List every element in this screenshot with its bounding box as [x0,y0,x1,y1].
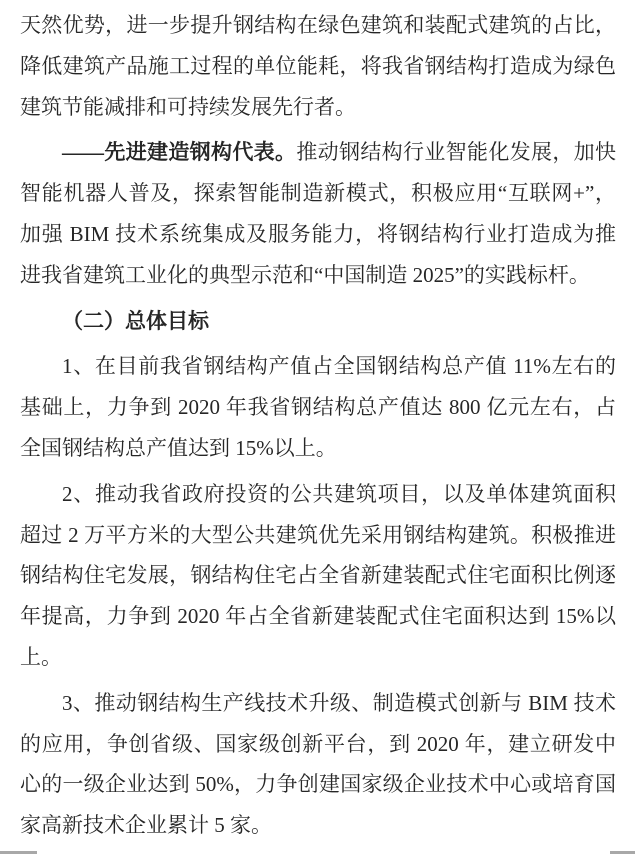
paragraph-goal-1: 1、在目前我省钢结构产值占全国钢结构总产值 11%左右的基础上，力争到 2020 年我省钢结构总产值达 800 亿元左右，占全国钢结构总产值达到 15%以上。 [20,354,616,460]
paragraph-body-text: 推动钢结构行业智能化发展，加快智能机器人普及，探索智能制造新模式，积极应用“互联网+”，加强 BIM 技术系统集成及服务能力，将钢结构行业打造成为推进我省建筑工业化的典型示范和“中国制造 2025”的实践标杆。 [20,140,617,287]
paragraph-continuation: 天然优势，进一步提升钢结构在绿色建筑和装配式建筑的占比，降低建筑产品施工过程的单位能耗，将我省钢结构打造成为绿色建筑节能减排和可持续发展先行者。 [20,13,616,119]
section-heading-overall-goals: （二）总体目标 [62,308,209,333]
paragraph-goal-3: 3、推动钢结构生产线技术升级、制造模式创新与 BIM 技术的应用，争创省级、国家级创新平台，到 2020 年，建立研发中心的一级企业达到 50%，力争创建国家级企业技术中心或培育国家高新技术企业累计 5 家。 [20,690,616,838]
next-page-edge-right [610,851,635,854]
paragraph-lead-bold: ——先进建造钢构代表。 [62,140,297,165]
paragraph-goal-2: 2、推动我省政府投资的公共建筑项目，以及单体建筑面积超过 2 万平方米的大型公共建筑优先采用钢结构建筑。积极推进钢结构住宅发展，钢结构住宅占全省新建装配式住宅面积比例逐年提高，力争到 2020 年占全省新建装配式住宅面积达到 15%以上。 [20,481,616,669]
paragraph-advanced-construction [20,132,616,295]
next-page-edge-left [0,851,37,854]
